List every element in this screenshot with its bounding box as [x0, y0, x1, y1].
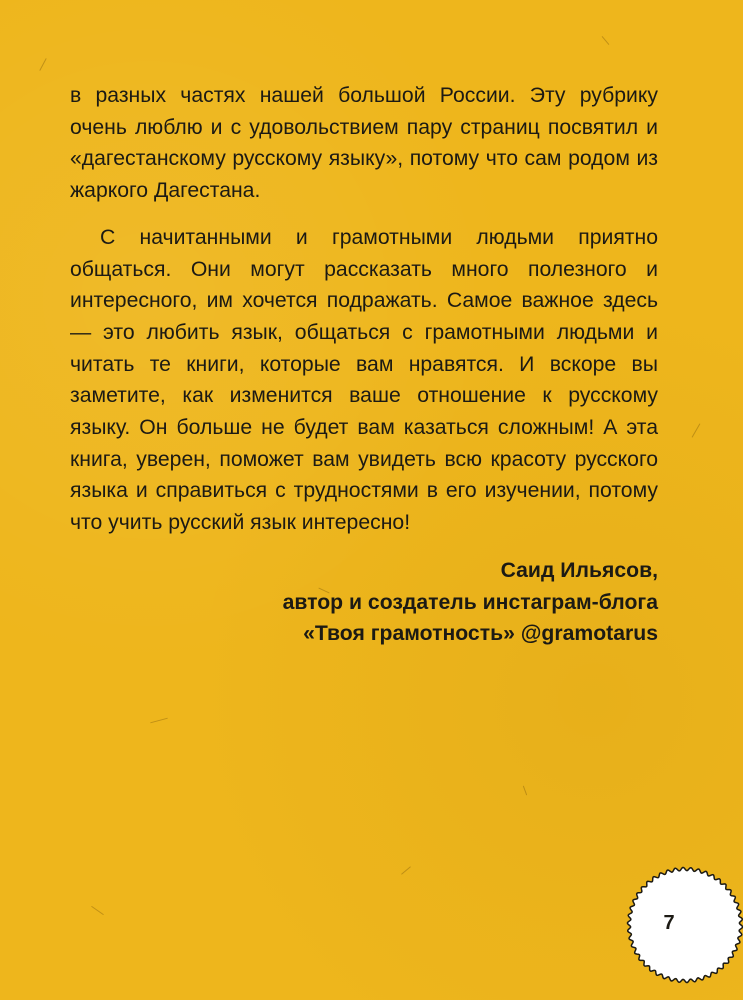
page-number: 7 — [663, 912, 675, 934]
author-role: автор и создатель инстаграм-блога — [282, 590, 658, 614]
paper-fiber — [39, 58, 46, 71]
scalloped-circle-shape — [628, 868, 743, 983]
paper-fiber — [523, 786, 527, 796]
paragraph-2: С начитанными и грамотными людьми приятно общаться. Они могут рассказать много полезного и интересного, им хочется подражать. Самое важное здесь — это любить язык, общаться с грамотными людьми и читать те книги, которые вам нравятся. И вскоре вы заметите, как изменится ваше отношение к русскому языку. Он больше не будет вам казаться сложным! А эта книга, уверен, поможет вам увидеть всю красоту русского языка и справиться с трудностями в его изучении, потому что учить русский язык интересно! — [70, 225, 658, 535]
main-text — [70, 80, 658, 650]
page-number-badge — [626, 866, 743, 984]
paper-fiber — [150, 718, 168, 724]
author-blog: «Твоя грамотность» @gramotarus — [303, 622, 658, 646]
paper-fiber — [91, 906, 104, 915]
paragraph-1: в разных частях нашей большой России. Эту рубрику очень люблю и с удовольствием пару страниц посвятил и «дагестанскому русскому языку», потому что сам родом из жаркого Дагестана. — [70, 84, 658, 203]
author-name: Саид Ильясов, — [500, 558, 658, 582]
author-signature — [70, 555, 658, 650]
paper-fiber — [401, 866, 411, 874]
paper-fiber — [692, 423, 701, 437]
paper-fiber — [602, 36, 610, 45]
